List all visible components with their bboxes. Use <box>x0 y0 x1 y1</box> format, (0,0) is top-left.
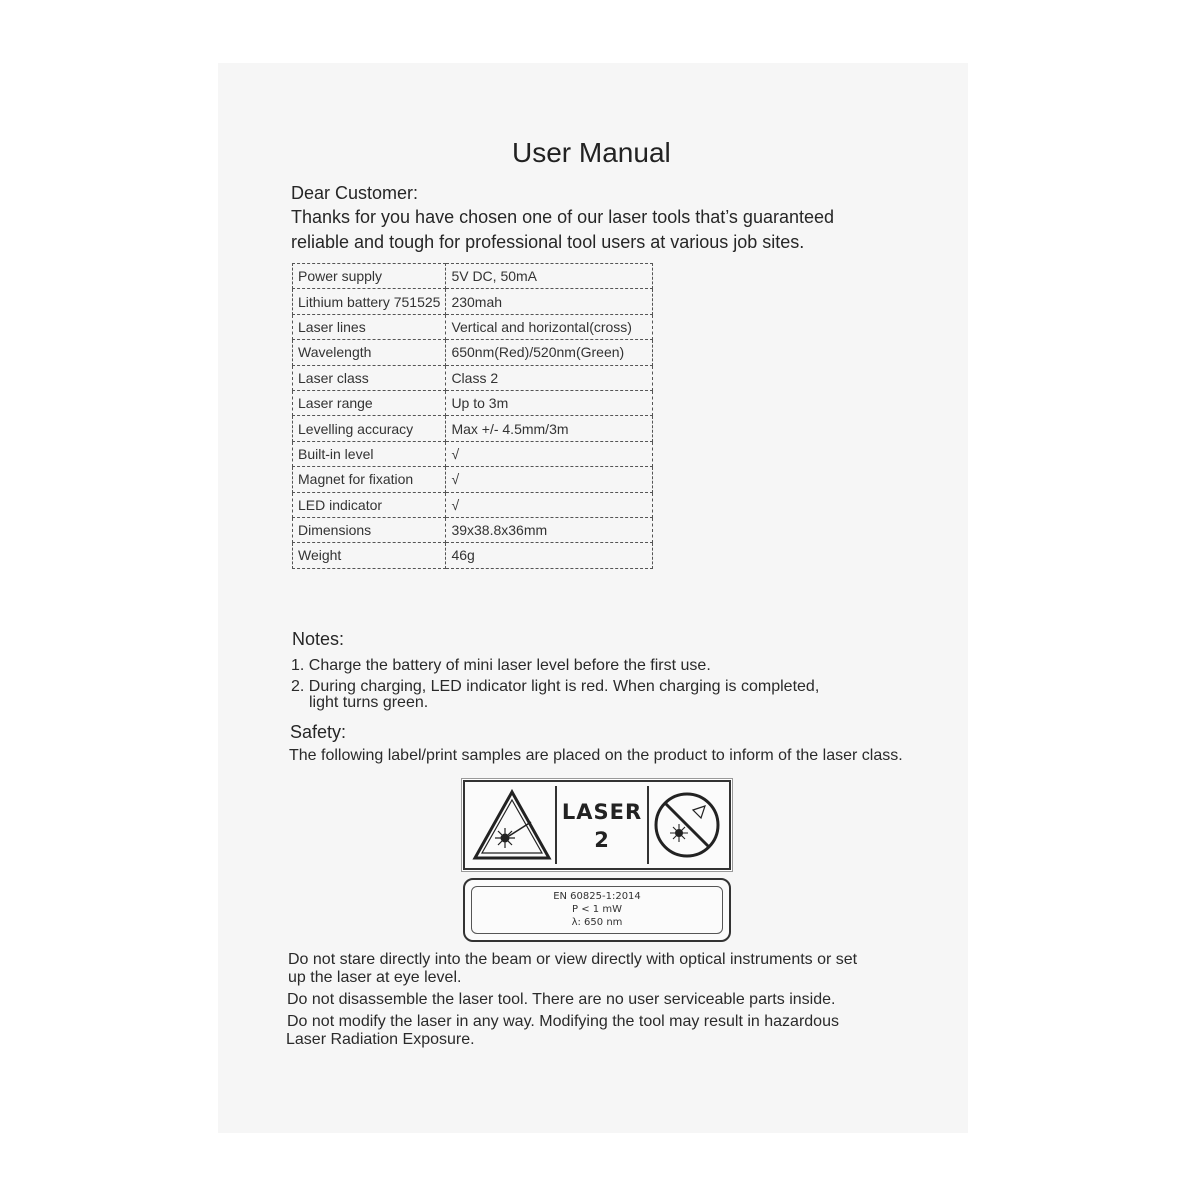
intro-line-2: reliable and tough for professional tool users at various job sites. <box>291 232 805 252</box>
spec-value: Max +/- 4.5mm/3m <box>446 416 653 441</box>
spec-label: Laser class <box>293 365 446 390</box>
spec-value: 39x38.8x36mm <box>446 517 653 542</box>
warning-line-4: Do not modify the laser in any way. Modifying the tool may result in hazardous <box>287 1013 839 1030</box>
label-standard: EN 60825-1:2014 <box>553 891 641 902</box>
label-wavelength: λ: 650 nm <box>571 917 623 928</box>
spec-label: LED indicator <box>293 492 446 517</box>
spec-label: Wavelength <box>293 340 446 365</box>
no-optical-viewing-icon <box>649 786 725 864</box>
laser-class-number: 2 <box>594 828 610 852</box>
laser-class-cell <box>557 786 649 864</box>
note-item-2: 2. During charging, LED indicator light is red. When charging is completed, <box>291 678 820 695</box>
laser-word: LASER <box>561 800 643 824</box>
laser-warning-label <box>463 780 731 870</box>
laser-spec-plate <box>463 878 731 942</box>
table-row <box>293 517 653 542</box>
spec-value: √ <box>446 492 653 517</box>
table-row <box>293 289 653 314</box>
spec-value: 650nm(Red)/520nm(Green) <box>446 340 653 365</box>
spec-value: 5V DC, 50mA <box>446 264 653 289</box>
spec-label: Power supply <box>293 264 446 289</box>
spec-value: √ <box>446 441 653 466</box>
table-row <box>293 314 653 339</box>
table-row <box>293 416 653 441</box>
spec-label: Levelling accuracy <box>293 416 446 441</box>
spec-value: Up to 3m <box>446 390 653 415</box>
spec-label: Dimensions <box>293 517 446 542</box>
spec-label: Laser range <box>293 390 446 415</box>
spec-value: 230mah <box>446 289 653 314</box>
notes-heading: Notes: <box>292 629 345 649</box>
safety-heading: Safety: <box>290 722 347 742</box>
table-row <box>293 264 653 289</box>
warning-line-3: Do not disassemble the laser tool. There are no user serviceable parts inside. <box>287 991 836 1008</box>
intro-line-1: Thanks for you have chosen one of our laser tools that’s guaranteed <box>291 207 835 227</box>
safety-intro: The following label/print samples are placed on the product to inform of the laser class. <box>289 747 903 764</box>
spec-table <box>292 263 653 569</box>
laser-hazard-cell <box>469 786 557 864</box>
note-item-1: 1. Charge the battery of mini laser level before the first use. <box>291 657 711 674</box>
table-row <box>293 390 653 415</box>
label-power: P < 1 mW <box>572 904 622 915</box>
spec-label: Magnet for fixation <box>293 467 446 492</box>
no-optics-cell <box>649 786 725 864</box>
spec-value: Class 2 <box>446 365 653 390</box>
table-row <box>293 543 653 568</box>
table-row <box>293 441 653 466</box>
spec-label: Lithium battery 751525 <box>293 289 446 314</box>
warning-line-2: up the laser at eye level. <box>288 969 462 986</box>
note-item-2-continued: light turns green. <box>309 694 429 711</box>
spec-label: Weight <box>293 543 446 568</box>
warning-line-5: Laser Radiation Exposure. <box>286 1031 475 1048</box>
laser-hazard-icon <box>469 786 555 864</box>
laser-spec-plate-inner <box>471 886 723 934</box>
table-row <box>293 467 653 492</box>
spec-value: √ <box>446 467 653 492</box>
page-title: User Manual <box>512 137 671 168</box>
spec-label: Built-in level <box>293 441 446 466</box>
spec-value: Vertical and horizontal(cross) <box>446 314 653 339</box>
greeting: Dear Customer: <box>291 183 419 203</box>
table-row <box>293 340 653 365</box>
spec-value: 46g <box>446 543 653 568</box>
spec-label: Laser lines <box>293 314 446 339</box>
table-row <box>293 492 653 517</box>
table-row <box>293 365 653 390</box>
warning-line-1: Do not stare directly into the beam or view directly with optical instruments or set <box>288 951 858 968</box>
